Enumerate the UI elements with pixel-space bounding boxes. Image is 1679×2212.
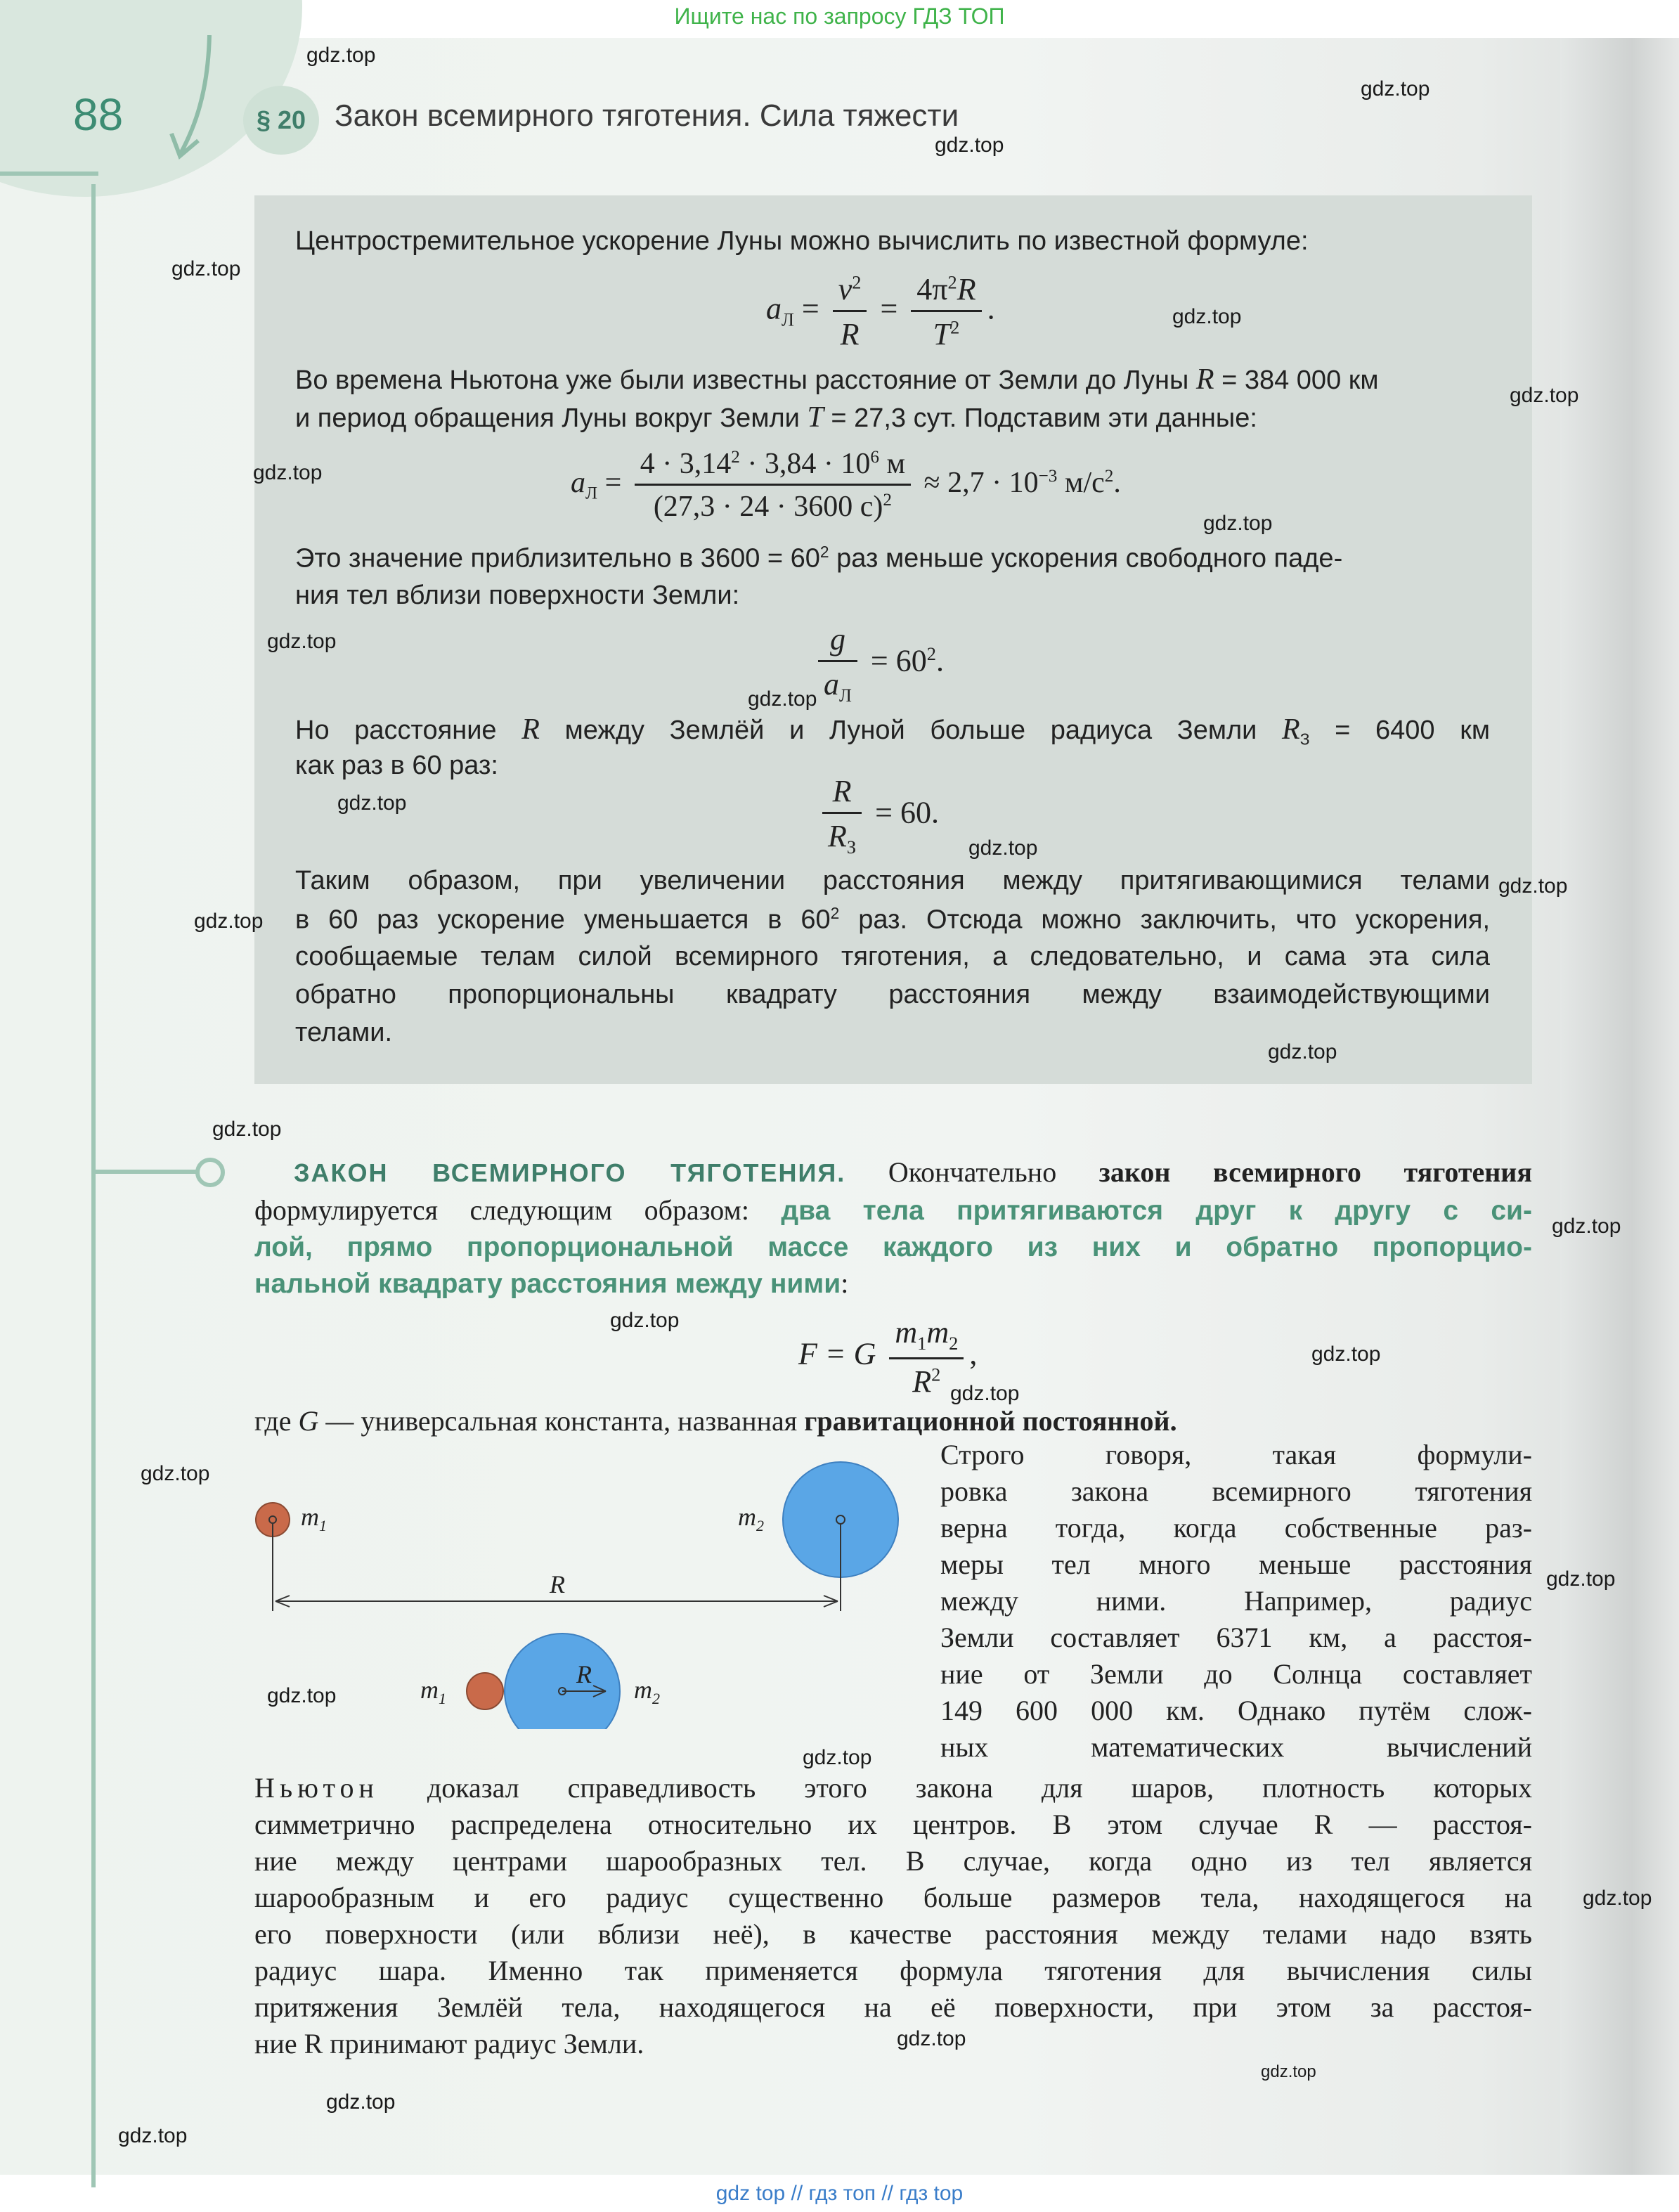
text-span: Во времена Ньютона уже были известны расстояние от Земли до Луны — [295, 366, 1196, 395]
formula-eq: = — [801, 291, 819, 326]
formula-lhs-sub: Л — [585, 484, 598, 503]
right-column-line: между ними. Например, радиус — [940, 1585, 1532, 1617]
law-statement: два тела притягиваются друг к другу с си- — [781, 1196, 1532, 1226]
formula-rhs: = 60. — [875, 795, 939, 830]
box-paragraph-5-line-1: Таким образом, при увеличении расстояния между притягивающимися телами — [295, 866, 1490, 895]
text-span: доказал справедливость этого закона для шаров, плотность которых — [378, 1772, 1532, 1804]
bottom-banner[interactable]: gdz top // гдз топ // гдз top — [715, 2182, 964, 2205]
frac2-den: T — [933, 317, 951, 351]
frac3-num-sup2: 6 — [870, 448, 879, 467]
text-span: и период обращения Луны вокруг Земли — [295, 403, 808, 433]
text-span: между Землёй и Луной больше радиуса Земли — [539, 716, 1283, 745]
box-paragraph-5-line-2 — [295, 904, 1490, 936]
label-R: R — [550, 1570, 565, 1598]
watermark: gdz.top — [194, 910, 264, 933]
big-ball-2 — [505, 1634, 620, 1729]
margin-rule — [91, 184, 96, 2187]
formula-lhs-sub: Л — [782, 309, 794, 330]
frac3-den-sup: 2 — [883, 491, 892, 510]
frac6-den: R — [912, 1364, 932, 1399]
right-column-line: верна тогда, когда собственные раз- — [940, 1512, 1532, 1544]
watermark: gdz.top — [171, 257, 241, 280]
bottom-line-2: симметрично распределена относительно их центров. В этом случае R — расстоя- — [254, 1809, 1532, 1840]
watermark: gdz.top — [1552, 1215, 1621, 1238]
law-line-1 — [294, 1156, 1532, 1189]
frac2-num: 4π — [916, 272, 948, 306]
text-span: раз. Отсюда можно заключить, что ускорения, — [839, 905, 1490, 935]
watermark: gdz.top — [803, 1746, 872, 1769]
watermark: gdz.top — [1498, 874, 1568, 898]
frac2-den-sup: 2 — [950, 316, 960, 338]
frac2-num-sup: 2 — [947, 271, 957, 293]
text-span: Окончательно — [845, 1156, 1099, 1188]
label-m1: m — [301, 1503, 319, 1531]
bottom-line-5: его поверхности (или вблизи неё), в качестве расстояния между телами надо взять — [254, 1918, 1532, 1950]
frac3-num: 4 · 3,14 — [640, 448, 732, 480]
fraction-1 — [833, 271, 867, 352]
text-sub: З — [1299, 730, 1310, 749]
watermark: gdz.top — [1268, 1040, 1337, 1063]
frac2-num-tail: R — [957, 272, 976, 306]
formula-approx-sup: −3 — [1038, 467, 1058, 486]
right-column-line: ровка закона всемирного тяготения — [940, 1475, 1532, 1507]
right-column-line: ных математических вычислений — [940, 1731, 1532, 1763]
formula-end: . — [1113, 467, 1121, 500]
watermark: gdz.top — [326, 2090, 396, 2114]
frac6-num-sub1: 1 — [917, 1332, 927, 1354]
page-number: 88 — [73, 89, 124, 140]
formula-ratio-g — [812, 621, 944, 706]
box-paragraph-1: Центростремительное ускорение Луны можно вычислить по известной формуле: — [295, 226, 1309, 256]
watermark: gdz.top — [1510, 384, 1579, 407]
bottom-line-8: ние R принимают радиус Земли. — [254, 2028, 644, 2059]
watermark: gdz.top — [897, 2027, 966, 2050]
box-paragraph-2-line-1 — [295, 363, 1379, 396]
watermark: gdz.top — [1261, 2062, 1316, 2081]
formula-end: . — [987, 291, 995, 326]
text-sup: 2 — [819, 543, 829, 561]
watermark: gdz.top — [1361, 77, 1430, 101]
section-heading: ЗАКОН ВСЕМИРНОГО ТЯГОТЕНИЯ. — [294, 1158, 846, 1187]
formula-unit-sup: 2 — [1104, 467, 1114, 486]
fraction-2 — [911, 271, 981, 352]
fraction-3 — [635, 447, 911, 524]
watermark: gdz.top — [1203, 512, 1273, 535]
label-m1-sub: 1 — [439, 1690, 446, 1707]
formula-lhs: a — [571, 467, 585, 500]
fraction-4 — [818, 621, 857, 706]
frac4-den-sub: Л — [839, 684, 852, 706]
frac6-num-sub2: 2 — [949, 1332, 959, 1354]
formula-approx: ≈ 2,7 · 10 — [923, 467, 1039, 500]
frac5-den-sub: З — [846, 836, 857, 858]
text-span: раз меньше ускорения свободного паде- — [829, 543, 1343, 574]
law-line-2 — [254, 1194, 1532, 1227]
formula-unit: м/с — [1057, 467, 1105, 500]
frac4-num: g — [818, 621, 857, 662]
text-span: = 27,3 сут. Подставим эти данные: — [823, 403, 1257, 433]
watermark: gdz.top — [748, 687, 817, 711]
law-line-4 — [254, 1267, 848, 1300]
frac3-den: (27,3 · 24 · 3600 с) — [653, 491, 883, 523]
text-span: Это значение приблизительно в 3600 = 60 — [295, 543, 820, 574]
svg-text:m2 — [634, 1676, 660, 1707]
formula-eq: = — [604, 467, 622, 500]
label-R: R — [576, 1660, 592, 1688]
text-span: где — [254, 1405, 299, 1437]
watermark: gdz.top — [610, 1309, 680, 1332]
box-paragraph-2-line-2 — [295, 401, 1257, 434]
bottom-line-6: радиус шара. Именно так применяется формула тяготения для вычисления силы — [254, 1955, 1532, 1986]
frac6-den-sup: 2 — [931, 1364, 941, 1385]
text-span: : — [841, 1267, 849, 1299]
label-m1-sub: 1 — [319, 1517, 327, 1534]
margin-rule-top — [0, 172, 98, 176]
bottom-line-1 — [254, 1771, 1532, 1804]
frac5-den: R — [828, 819, 847, 853]
right-column-line: ние от Земли до Солнца составляет — [940, 1658, 1532, 1690]
svg-text:m1 — [420, 1676, 446, 1707]
gravitation-figure — [246, 1448, 914, 1729]
frac1-den: R — [840, 317, 860, 351]
frac3-num-mid: · 3,84 · 10 — [739, 448, 871, 480]
formula-moon-acceleration — [571, 447, 1121, 524]
frac4-den: a — [824, 667, 839, 701]
var-R: R — [521, 713, 540, 746]
watermark: gdz.top — [337, 791, 407, 815]
frac3-num-sup: 2 — [731, 448, 740, 467]
frac6-num-mid: m — [926, 1315, 949, 1350]
var-R: R — [1282, 713, 1300, 746]
section-connector — [96, 1170, 198, 1174]
frac1-num: v — [838, 272, 853, 306]
formula-lhs: a — [766, 291, 782, 326]
section-bullet-icon — [195, 1158, 225, 1187]
bottom-line-7: притяжения Землёй тела, находящегося на её поверхности, при этом за расстоя- — [254, 1991, 1532, 2023]
text-span: — универсальная константа, названная — [318, 1405, 805, 1437]
label-m2-sub: 2 — [756, 1517, 764, 1534]
right-column-line: меры тел много меньше расстояния — [940, 1548, 1532, 1580]
formula-lhs: F = G — [798, 1336, 876, 1371]
box-paragraph-5-line-3: сообщаемые телам силой всемирного тяготения, а следовательно, и сама эта сила — [295, 942, 1490, 971]
law-statement: нальной квадрату расстояния между ними — [254, 1269, 841, 1299]
watermark: gdz.top — [141, 1462, 210, 1485]
text-span: формулируется следующим образом: — [254, 1194, 782, 1226]
var-G: G — [298, 1405, 319, 1437]
svg-text:m2 — [738, 1503, 764, 1534]
watermark: gdz.top — [118, 2124, 188, 2147]
formula-rhs: = 60 — [870, 643, 927, 678]
formula-eq-2: = — [880, 291, 898, 326]
text-span: Но расстояние — [295, 716, 522, 745]
var-R: R — [1195, 363, 1214, 396]
law-statement: лой, прямо пропорциональной массе каждого из них и обратно пропорцио- — [254, 1232, 1532, 1262]
formula-rhs-sup: 2 — [926, 642, 936, 664]
label-m2: m — [738, 1503, 756, 1531]
bottom-line-3: ние между центрами шарообразных тел. В случае, когда одно из тел является — [254, 1845, 1532, 1877]
top-banner[interactable]: Ищите нас по запросу ГДЗ ТОП — [674, 4, 1005, 29]
formula-end: , — [969, 1336, 978, 1371]
watermark: gdz.top — [253, 461, 323, 484]
fraction-5 — [822, 773, 862, 858]
box-paragraph-4-line-2: как раз в 60 раз: — [295, 751, 498, 780]
text-sup: 2 — [830, 904, 840, 922]
watermark: gdz.top — [1546, 1567, 1616, 1591]
watermark: gdz.top — [1172, 305, 1242, 328]
right-column-line: 149 600 000 км. Однако путём слож- — [940, 1695, 1532, 1726]
label-m2-sub: 2 — [652, 1690, 660, 1707]
watermark: gdz.top — [968, 836, 1038, 860]
watermark: gdz.top — [950, 1382, 1020, 1405]
box-paragraph-5-line-4: обратно пропорциональны квадрату расстояния между взаимодействующими — [295, 980, 1490, 1009]
var-T: T — [807, 401, 824, 434]
law-line-3 — [254, 1230, 1532, 1263]
bottom-line-4: шарообразным и его радиус существенно больше размеров тела, находящегося на — [254, 1882, 1532, 1913]
watermark: gdz.top — [212, 1118, 282, 1141]
box-paragraph-5-line-5: телами. — [295, 1018, 393, 1047]
watermark: gdz.top — [1311, 1343, 1381, 1366]
frac1-num-sup: 2 — [852, 271, 862, 293]
formula-end: . — [935, 643, 944, 678]
formula-centripetal — [766, 271, 995, 352]
bold-term: гравитационной постоянной. — [804, 1405, 1177, 1437]
text-span: = 6400 км — [1309, 716, 1490, 745]
watermark: gdz.top — [1583, 1887, 1652, 1910]
right-column-line: Строго говоря, такая формули- — [940, 1439, 1532, 1470]
box-paragraph-3-line-1 — [295, 543, 1342, 574]
running-title: Закон всемирного тяготения. Сила тяжести — [335, 98, 959, 133]
watermark: gdz.top — [306, 44, 376, 67]
law-line-5 — [254, 1404, 1177, 1437]
right-column-line: Земли составляет 6371 км, а расстоя- — [940, 1622, 1532, 1653]
page-fold-shadow — [1560, 38, 1679, 2175]
frac6-num: m — [895, 1315, 918, 1350]
label-m1: m — [420, 1676, 439, 1704]
curved-arrow-icon — [167, 35, 223, 169]
frac3-num-tail: м — [879, 448, 906, 480]
frac5-num: R — [822, 773, 862, 814]
section-badge: § 20 — [243, 86, 319, 155]
box-paragraph-4-line-1 — [295, 713, 1490, 749]
text-span: в 60 раз ускорение уменьшается в 60 — [295, 905, 831, 935]
svg-text:m1 — [301, 1503, 327, 1534]
formula-ratio-R — [817, 773, 939, 858]
label-m2: m — [634, 1676, 652, 1704]
small-ball-2 — [467, 1673, 503, 1709]
watermark: gdz.top — [935, 134, 1004, 157]
name-newton: Ньютон — [254, 1772, 379, 1804]
text-span: = 384 000 км — [1214, 366, 1379, 395]
watermark: gdz.top — [267, 1684, 337, 1707]
box-paragraph-3-line-2: ния тел вблизи поверхности Земли: — [295, 581, 740, 610]
bold-term: закон всемирного тяготения — [1098, 1156, 1532, 1188]
watermark: gdz.top — [267, 630, 337, 653]
